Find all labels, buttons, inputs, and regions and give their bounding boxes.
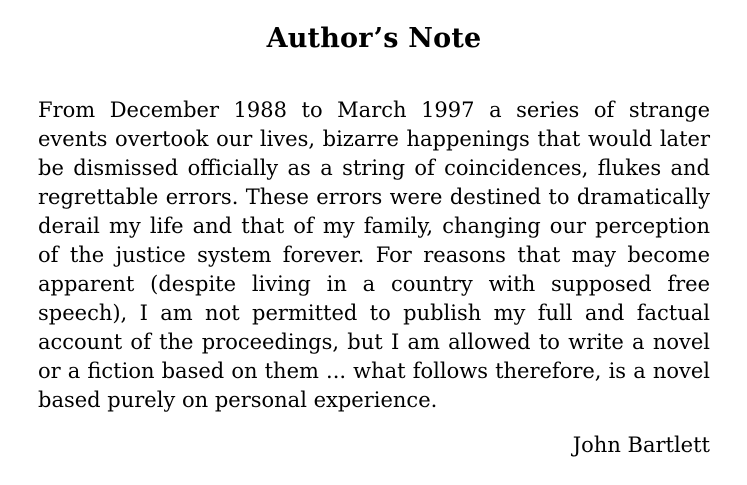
author-note-paragraph: From December 1988 to March 1997 a series of strange events overtook our lives, bizarre happenings that would later be dismissed officially as a string of coincidences, flukes and regrettable errors. These errors were destined to dramatically derail my life and that of my family, changing our perception of the justice system forever. For reasons that may become apparent (despite living in a country with supposed free speech), I am not permitted to publish my full and factual account of the proceedings, but I am allowed to write a novel or a fiction based on them ... what follows therefore, is a novel based purely on personal experience.: [38, 98, 710, 412]
author-signature: John Bartlett: [572, 433, 710, 457]
page-title: Author’s Note: [266, 23, 482, 54]
